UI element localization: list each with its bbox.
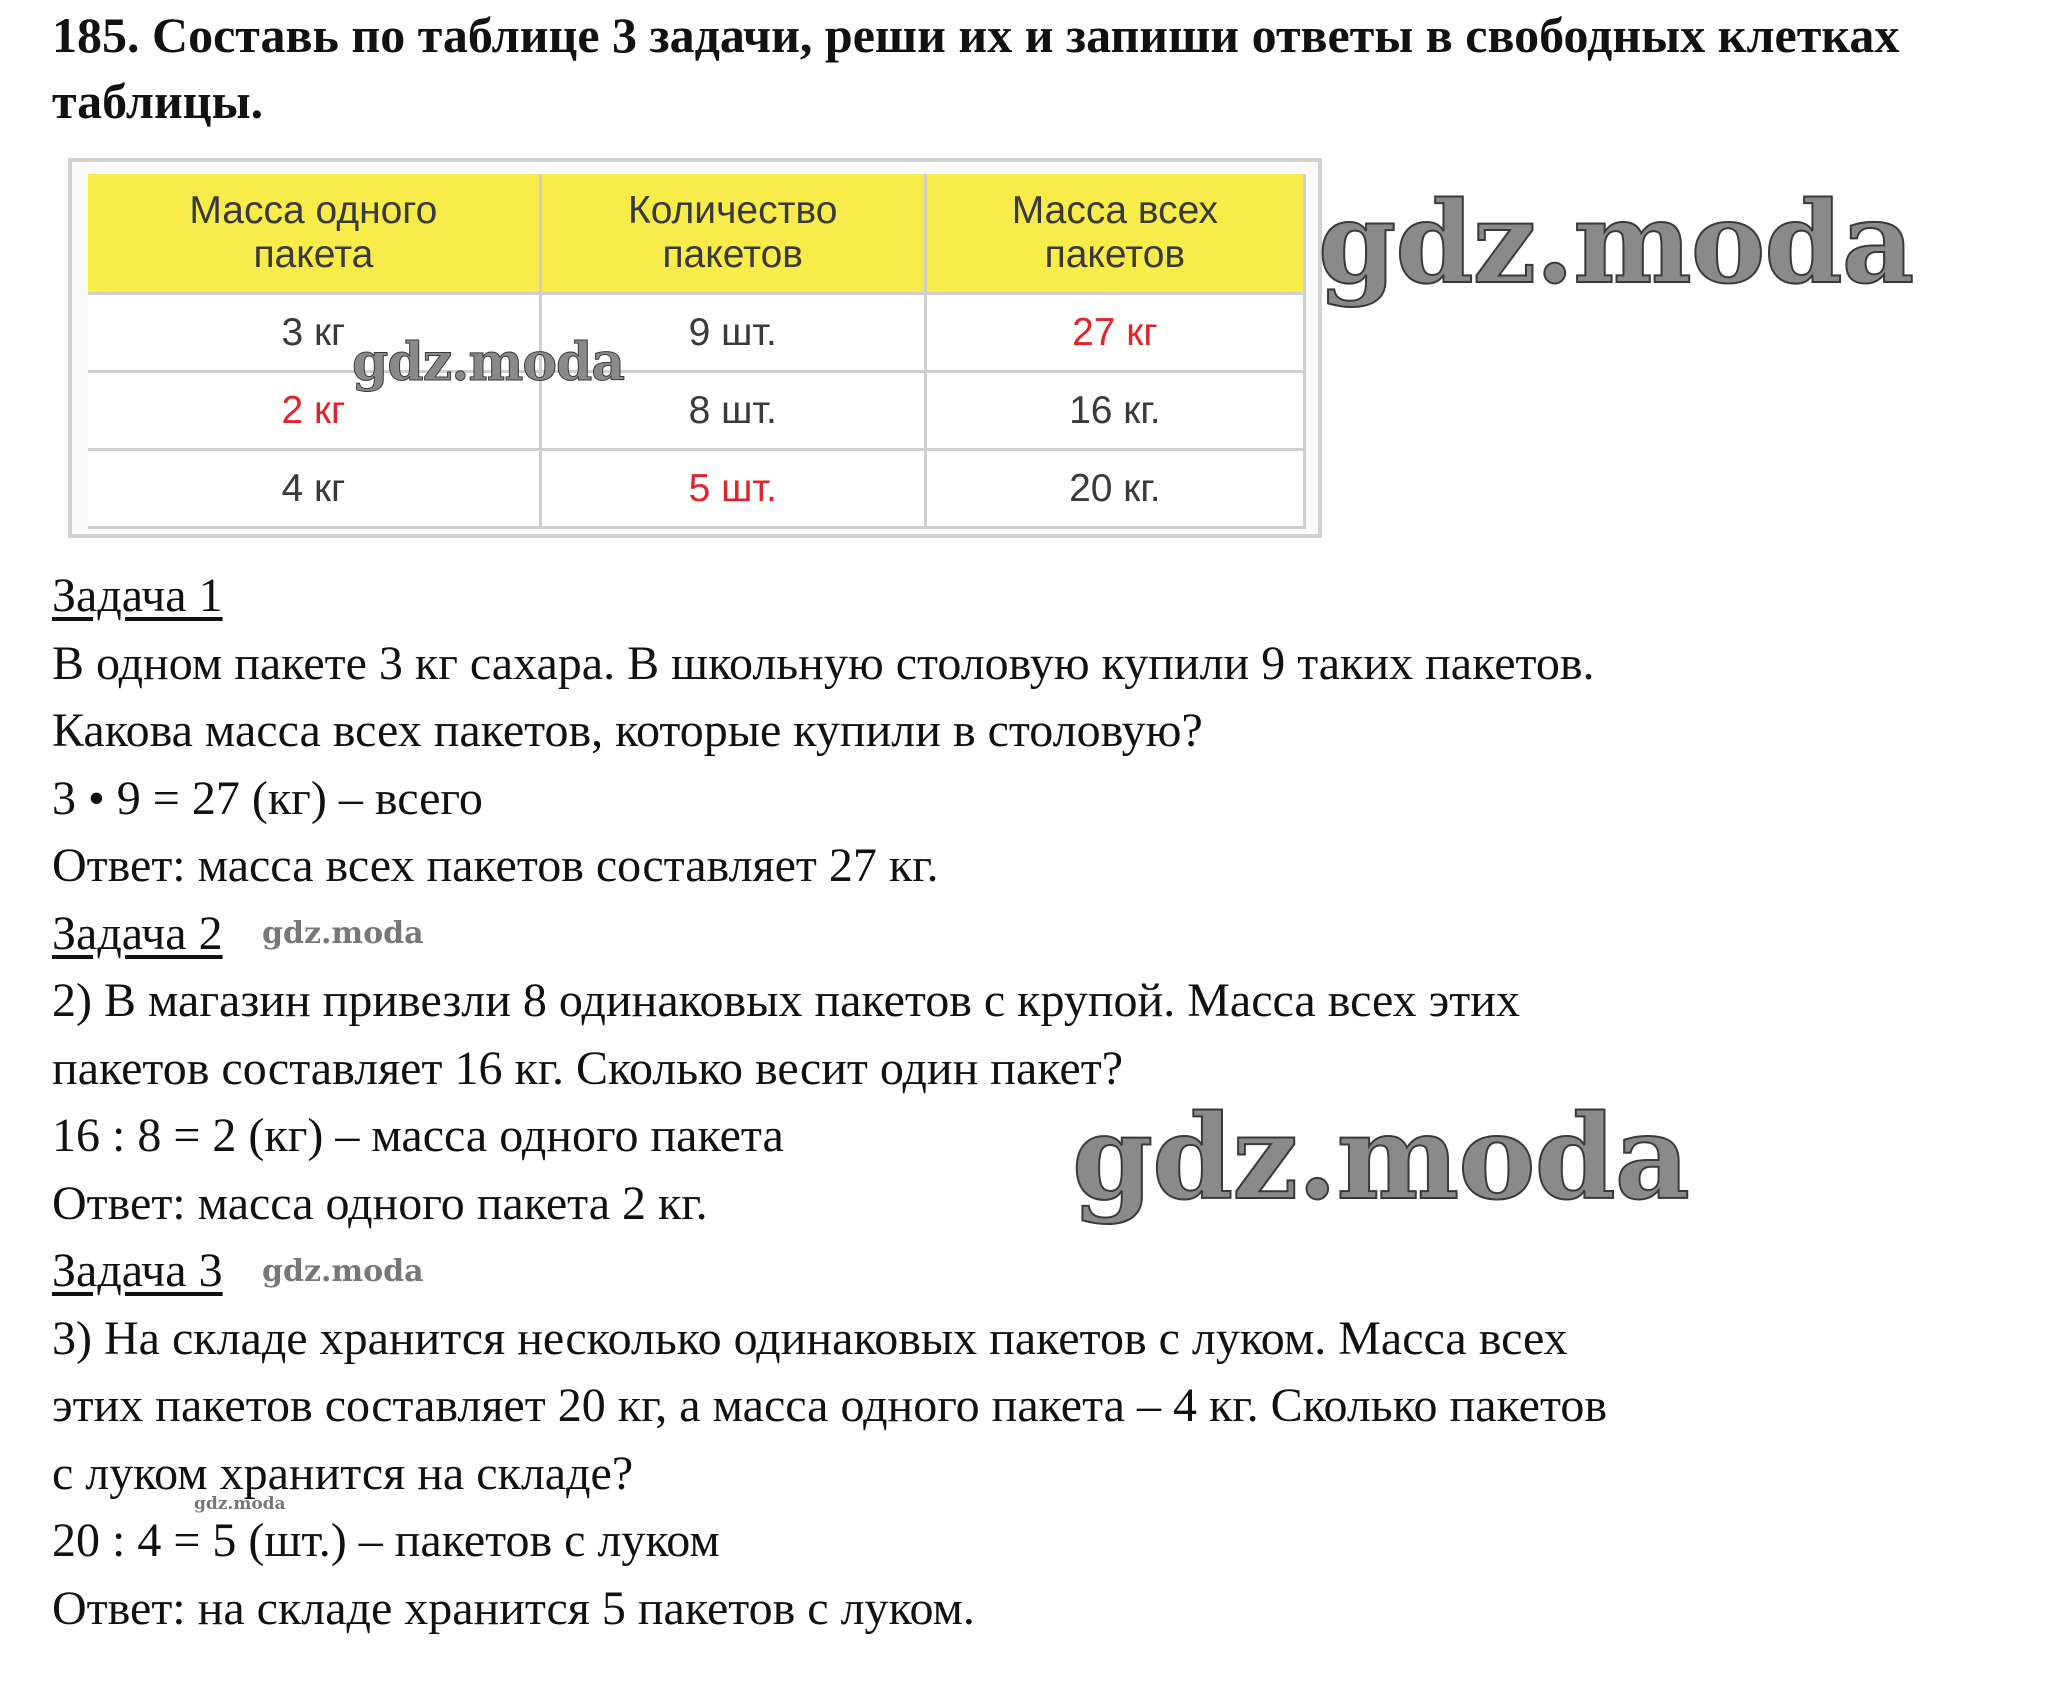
header-package-count <box>540 174 925 294</box>
header-mass-one-package <box>88 174 540 294</box>
task-2-line: пакетов составляет 16 кг. Сколько весит один пакет? <box>52 1041 1123 1095</box>
header-mass-all-packages <box>925 174 1304 294</box>
task-3-solution: 20 : 4 = 5 (шт.) – пакетов с луком <box>52 1514 720 1567</box>
table-cell: 8 шт. <box>540 372 925 450</box>
task-3-line: с луком хранится на складе? <box>52 1446 634 1500</box>
table-cell: 20 кг. <box>925 450 1304 528</box>
table-cell: 16 кг. <box>925 372 1304 450</box>
table-header-row <box>88 174 1305 294</box>
data-table <box>88 174 1306 529</box>
header-line: пакетов <box>662 233 803 276</box>
task-1-answer: Ответ: масса всех пакетов составляет 27 кг. <box>52 839 939 892</box>
table-row <box>88 372 1305 450</box>
task-1-line: Какова масса всех пакетов, которые купили в столовую? <box>52 704 1203 757</box>
watermark-logo: gdz.moda <box>1072 1090 1689 1226</box>
header-line: пакетов <box>1044 233 1186 276</box>
task-1-line: В одном пакете 3 кг сахара. В школьную столовую купили 9 таких пакетов. <box>52 636 1595 690</box>
table-cell-answer: 27 кг <box>925 294 1304 372</box>
task-3-title: Задача 3 <box>52 1244 223 1297</box>
watermark-logo: gdz.moda <box>1318 178 1914 309</box>
table-row <box>88 450 1305 528</box>
exercise-heading: 185. Составь по таблице 3 задачи, реши их и запиши ответы в свободных клетках таблицы. <box>52 7 1900 129</box>
header-line: Масса одного <box>189 189 438 232</box>
task-2-solution: 16 : 8 = 2 (кг) – масса одного пакета <box>52 1109 784 1162</box>
header-line: Масса всех <box>1011 189 1218 232</box>
table-cell-answer: 5 шт. <box>540 450 925 528</box>
table-cell: 3 кг <box>88 294 540 372</box>
header-line: Количество <box>627 189 838 232</box>
task-3-line: 3) На складе хранится несколько одинаковых пакетов с луком. Масса всех <box>52 1311 1568 1365</box>
data-table-frame <box>68 158 1322 538</box>
task-2-answer: Ответ: масса одного пакета 2 кг. <box>52 1176 708 1230</box>
task-2-line: 2) В магазин привезли 8 одинаковых пакетов с крупой. Масса всех этих <box>52 974 1520 1027</box>
table-cell: 9 шт. <box>540 294 925 372</box>
task-1-solution: 3 • 9 = 27 (кг) – всего <box>52 771 483 825</box>
table-cell: 4 кг <box>88 450 540 528</box>
task-3-line: этих пакетов составляет 20 кг, а масса одного пакета – 4 кг. Сколько пакетов <box>52 1379 1607 1432</box>
task-1-title: Задача 1 <box>52 569 223 622</box>
task-2-title: Задача 2 <box>52 906 223 960</box>
watermark-logo: gdz.moda <box>352 332 625 393</box>
watermark-logo: gdz.moda <box>262 916 424 951</box>
task-3-answer: Ответ: на складе хранится 5 пакетов с луком. <box>52 1581 975 1635</box>
header-line: пакета <box>253 233 374 276</box>
table-row <box>88 294 1305 372</box>
watermark-logo: gdz.moda <box>262 1254 424 1289</box>
table-cell-answer: 2 кг <box>88 372 540 450</box>
solutions <box>52 562 2042 1642</box>
watermark-logo: gdz.moda <box>194 1494 286 1514</box>
